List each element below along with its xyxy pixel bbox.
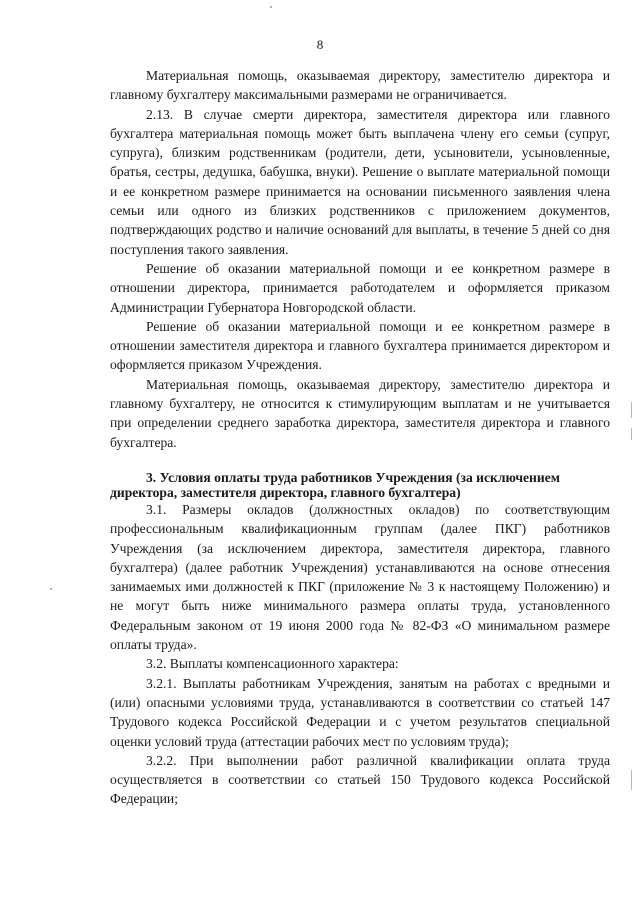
paragraph: 3.1. Размеры окладов (должностных окладов) по соответствующим профессиональным квалификационным группам (далее ПКГ) работников Учреждения (за исключением директора, заместителя директора, главного бухгалтера) (далее работник Учреждения) устанавливаются на основе отнесения занимаемых ими должностей к ПКГ (приложение № 3 к настоящему Положению) и не могут быть ниже минимального размера оплаты труда, установленного Федеральным законом от 19 июня 2000 года № 82-ФЗ «О минимальном размере оплаты труда». [110, 501, 610, 653]
document-body [110, 66, 610, 809]
scan-dot [50, 588, 52, 590]
scan-dot [270, 6, 272, 8]
paragraph: 2.13. В случае смерти директора, заместителя директора или главного бухгалтера материальная помощь может быть выплачена члену его семьи (супруг, супруга), близким родственникам (родители, дети, усыновители, усыновленные, братья, сестры, дедушка, бабушка, внуки). Решение о выплате материальной помощи и ее конкретном размере принимается на основании письменного заявления члена семьи или одного из близких родственников с приложением документов, подтверждающих родство и наличие оснований для выплаты, в течение 5 дней со дня поступления такого заявления. [110, 106, 610, 257]
paragraph: Материальная помощь, оказываемая директору, заместителю директора и главному бухгалтеру максимальными размерами не ограничивается. [110, 68, 610, 103]
scan-edge-mark [631, 402, 632, 418]
page-number: 8 [316, 37, 324, 52]
paragraph: 3.2. Выплаты компенсационного характера: [146, 656, 399, 672]
paragraph: Решение об оказании материальной помощи и ее конкретном размере в отношении заместителя директора и главного бухгалтера принимается директором и оформляется приказом Учреждения. [110, 318, 610, 373]
scan-edge-mark [631, 428, 632, 440]
paragraph: Материальная помощь, оказываемая директору, заместителю директора и главному бухгалтеру, не относится к стимулирующим выплатам и не учитывается при определении среднего заработка директора, заместителя директора и главного бухгалтера. [110, 376, 610, 450]
scan-edge-mark [631, 770, 632, 790]
paragraph: 3.2.1. Выплаты работникам Учреждения, занятым на работах с вредными и (или) опасными условиями труда, устанавливаются в соответствии со статьей 147 Трудового кодекса Российской Федерации и с учетом результатов специальной оценки условий труда (аттестации рабочих мест по условиям труда); [110, 675, 610, 749]
paragraph: 3.2.2. При выполнении работ различной квалификации оплата труда осуществляется в соответствии со статьей 150 Трудового кодекса Российской Федерации; [110, 752, 610, 807]
paragraph: Решение об оказании материальной помощи и ее конкретном размере в отношении директора, принимается работодателем и оформляется приказом Администрации Губернатора Новгородской области. [110, 260, 610, 315]
section-heading: 3. Условия оплаты труда работников Учреждения (за исключением директора, заместителя директора, главного бухгалтера) [110, 469, 561, 500]
